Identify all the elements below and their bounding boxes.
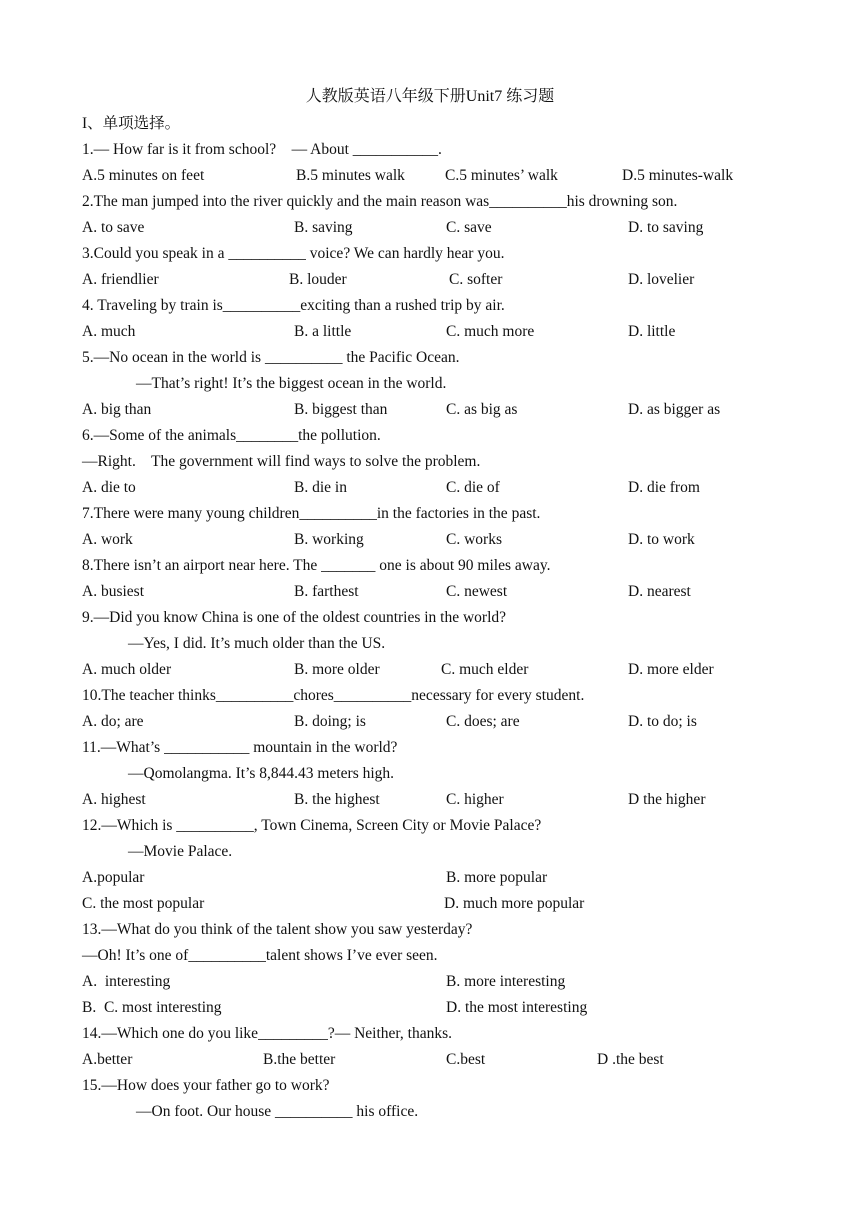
option-a: A.popular [82,869,145,886]
option-a: A. friendlier [82,271,159,288]
option-b: B. more popular [446,869,548,886]
option-row [0,894,860,914]
question-stem-reply: —Qomolangma. It’s 8,844.43 meters high. [128,765,395,782]
question-stem: 6.—Some of the animals________the pollution. [82,427,381,444]
option-c: C. save [446,219,492,236]
option-a: A. big than [82,401,152,418]
option-b: B. working [294,531,364,548]
option-d: D .the best [597,1051,664,1068]
option-row [0,166,860,186]
option-row [0,270,860,290]
option-row [0,660,860,680]
option-b: B. more older [294,661,380,678]
option-d: D. die from [628,479,700,496]
question-stem-reply: —Oh! It’s one of__________talent shows I’ve ever seen. [82,947,438,964]
question-stem: 11.—What’s ___________ mountain in the world? [82,739,398,756]
option-row [0,478,860,498]
option-b: B. saving [294,219,353,236]
option-b: B.the better [263,1051,336,1068]
option-c: C. does; are [446,713,520,730]
option-c: C.5 minutes’ walk [445,167,558,184]
option-d: D. lovelier [628,271,695,288]
question-stem: 1.— How far is it from school? — About ___________. [82,141,442,158]
section-heading: I、单项选择。 [82,115,181,132]
option-d: D. much more popular [444,895,585,912]
option-row [0,1050,860,1070]
option-c: C. newest [446,583,508,600]
option-c: C. die of [446,479,500,496]
option-row [0,322,860,342]
option-d: D. little [628,323,676,340]
question-stem-reply: —Right. The government will find ways to solve the problem. [82,453,481,470]
option-row [0,972,860,992]
question-stem: 8.There isn’t an airport near here. The _______ one is about 90 miles away. [82,557,551,574]
option-d: D. as bigger as [628,401,721,418]
option-d: D.5 minutes-walk [622,167,734,184]
question-stem: 13.—What do you think of the talent show you saw yesterday? [82,921,473,938]
option-d: D. to saving [628,219,704,236]
option-c: C. higher [446,791,504,808]
question-stem-reply: —Movie Palace. [128,843,233,860]
option-a: A. interesting [82,973,171,990]
option-c: C. as big as [446,401,518,418]
option-b: B. more interesting [446,973,566,990]
option-c: B. C. most interesting [82,999,222,1016]
option-a: A. to save [82,219,145,236]
option-a: A. highest [82,791,146,808]
option-b: B. farthest [294,583,359,600]
option-c: C. much elder [441,661,529,678]
question-stem: 2.The man jumped into the river quickly and the main reason was__________his drowning son. [82,193,678,210]
question-stem-reply: —That’s right! It’s the biggest ocean in the world. [136,375,447,392]
option-c: C. much more [446,323,535,340]
option-row [0,218,860,238]
option-b: B. louder [289,271,347,288]
option-b: B. die in [294,479,347,496]
option-c: C.best [446,1051,486,1068]
question-stem: 12.—Which is __________, Town Cinema, Screen City or Movie Palace? [82,817,542,834]
option-d: D. the most interesting [446,999,588,1016]
option-row [0,400,860,420]
option-d: D. to do; is [628,713,697,730]
option-b: B. doing; is [294,713,366,730]
option-c: C. works [446,531,502,548]
option-row [0,790,860,810]
option-b: B.5 minutes walk [296,167,405,184]
option-a: A. much older [82,661,172,678]
option-a: A. work [82,531,133,548]
question-stem: 3.Could you speak in a __________ voice? We can hardly hear you. [82,245,505,262]
option-row [0,582,860,602]
question-stem: 4. Traveling by train is__________exciting than a rushed trip by air. [82,297,505,314]
option-b: B. a little [294,323,352,340]
question-stem: 9.—Did you know China is one of the oldest countries in the world? [82,609,507,626]
question-stem: 7.There were many young children__________in the factories in the past. [82,505,541,522]
option-row [0,712,860,732]
option-b: B. the highest [294,791,380,808]
question-stem: 15.—How does your father go to work? [82,1077,330,1094]
option-a: A. busiest [82,583,144,600]
option-a: A.better [82,1051,133,1068]
option-d: D. to work [628,531,695,548]
question-stem-reply: —On foot. Our house __________ his office. [136,1103,419,1120]
question-stem-reply: —Yes, I did. It’s much older than the US. [128,635,386,652]
option-c: C. softer [449,271,503,288]
option-b: B. biggest than [294,401,388,418]
option-row [0,998,860,1018]
question-stem: 5.—No ocean in the world is __________ the Pacific Ocean. [82,349,460,366]
option-d: D. nearest [628,583,691,600]
option-a: A. do; are [82,713,144,730]
option-row [0,868,860,888]
option-d: D the higher [628,791,706,808]
option-a: A. much [82,323,136,340]
option-d: D. more elder [628,661,714,678]
option-a: A.5 minutes on feet [82,167,205,184]
question-stem: 14.—Which one do you like_________?— Neither, thanks. [82,1025,453,1042]
option-row [0,530,860,550]
option-c: C. the most popular [82,895,205,912]
option-a: A. die to [82,479,136,496]
page-title: 人教版英语八年级下册Unit7 练习题 [305,88,555,105]
question-stem: 10.The teacher thinks__________chores__________necessary for every student. [82,687,585,704]
